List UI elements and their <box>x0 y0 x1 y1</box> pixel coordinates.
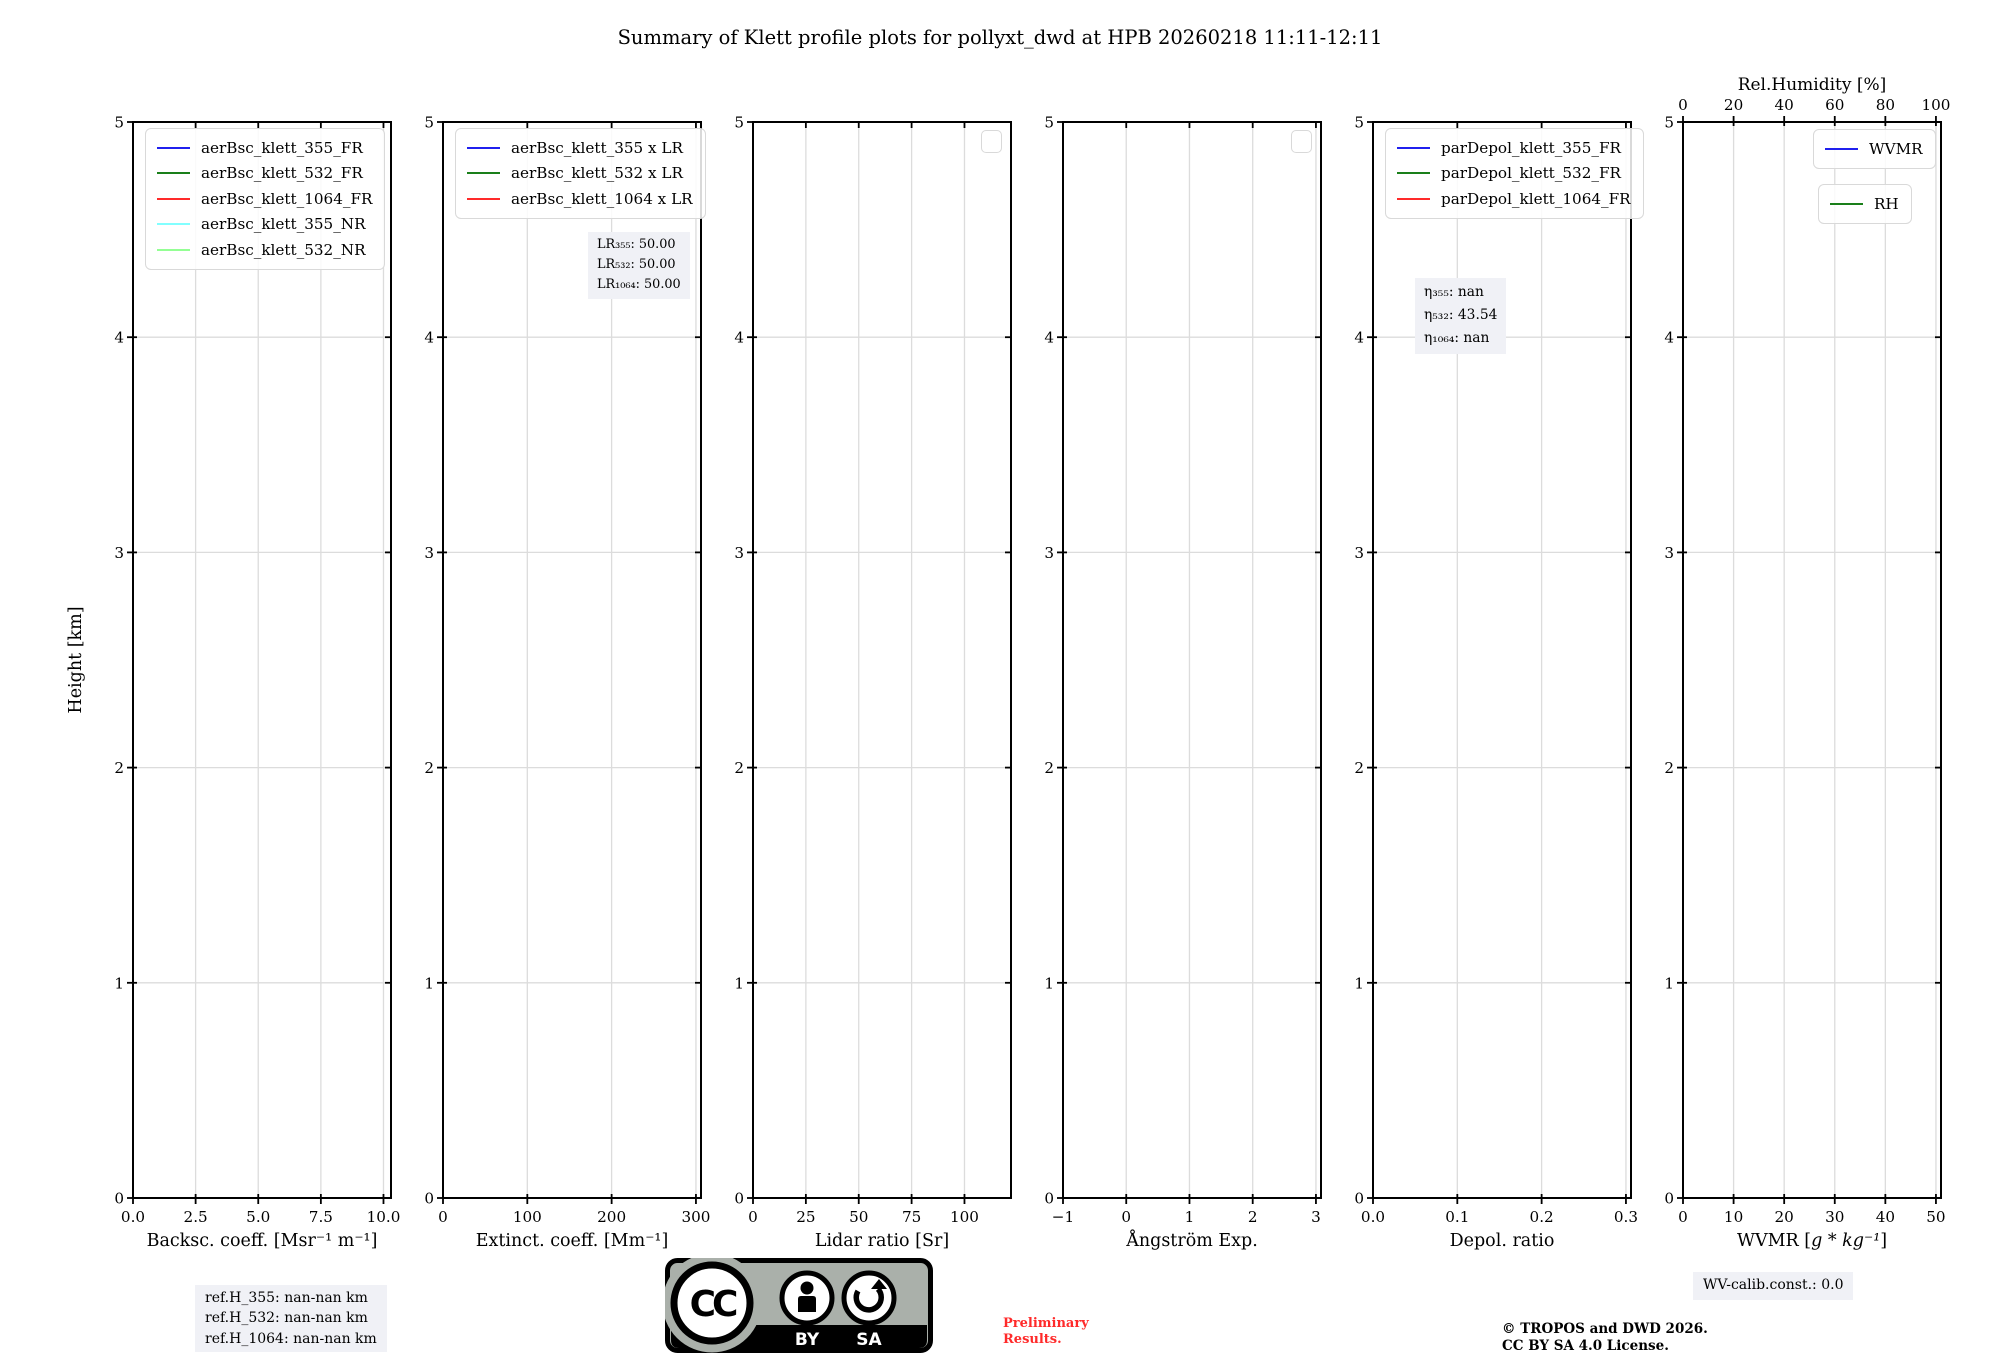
axes-frame <box>1063 122 1321 1198</box>
y-tick-label: 0 <box>734 1189 744 1208</box>
x-tick-label: 40 <box>1875 1208 1896 1226</box>
legend-line-sample <box>157 198 190 200</box>
text-line: ref.H_355: nan-nan km <box>205 1290 368 1306</box>
x-tick-label: 0.0 <box>1360 1208 1386 1226</box>
legend-line-sample <box>1830 203 1863 205</box>
legend-line-sample <box>467 147 500 149</box>
annotation-line: η₅₃₂: 43.54 <box>1424 307 1498 324</box>
annotation-line: LR₃₅₅: 50.00 <box>597 237 676 252</box>
legend-entry <box>1830 191 1899 217</box>
y-tick-label: 4 <box>1044 328 1054 347</box>
y-tick-label: 2 <box>424 759 434 778</box>
y-tick-label: 0 <box>424 1189 434 1208</box>
axes-frame <box>1683 122 1941 1198</box>
by-person-body-icon <box>798 1296 816 1312</box>
x-tick-label: 1 <box>1184 1208 1195 1226</box>
y-tick-label: 5 <box>424 113 434 132</box>
y-tick-label: 4 <box>734 328 744 347</box>
x-tick-label: 200 <box>597 1208 627 1226</box>
y-tick-label: 5 <box>1354 113 1364 132</box>
x-tick-label: 30 <box>1825 1208 1845 1226</box>
x-tick-label: 3 <box>1311 1208 1321 1226</box>
y-tick-label: 3 <box>1354 543 1364 562</box>
axes-frame <box>753 122 1011 1198</box>
text-line: Preliminary <box>1003 1316 1089 1331</box>
x-tick-label: 300 <box>681 1208 711 1226</box>
top-axis-tick-label: 0 <box>1678 96 1688 114</box>
y-tick-label: 3 <box>1664 543 1674 562</box>
top-axis-tick-label: 100 <box>1921 96 1951 114</box>
legend-entry-label: aerBsc_klett_1064_FR <box>201 189 373 208</box>
top-axis-label: Rel.Humidity [%] <box>1737 75 1887 95</box>
x-axis-label: Backsc. coeff. [Msr⁻¹ m⁻¹] <box>146 1231 378 1251</box>
legend-line-sample <box>467 198 500 200</box>
legend-line-sample <box>157 172 190 174</box>
legend-line-sample <box>1397 198 1430 200</box>
x-tick-label: −1 <box>1051 1208 1075 1226</box>
x-tick-label: 7.5 <box>308 1208 333 1226</box>
x-axis-label: Extinct. coeff. [Mm⁻¹] <box>475 1231 669 1251</box>
x-tick-label: 0 <box>748 1208 758 1226</box>
empty-legend-box <box>981 130 1002 153</box>
annotation-line: LR₁₀₆₄: 50.00 <box>597 277 681 293</box>
x-tick-label: 5.0 <box>246 1208 271 1226</box>
legend-entry-label: aerBsc_klett_355 x LR <box>511 138 683 157</box>
legend-wvmr <box>1813 129 1936 169</box>
legend-line-sample <box>1397 172 1430 174</box>
x-axis-label: Depol. ratio <box>1449 1231 1555 1251</box>
copyright-note <box>1502 1321 1708 1355</box>
text-line: CC BY SA 4.0 License. <box>1502 1337 1669 1354</box>
top-axis-tick-label: 80 <box>1875 96 1896 114</box>
by-label: BY <box>794 1330 820 1350</box>
x-tick-label: 0 <box>438 1208 448 1226</box>
wv-calib-annotation: WV-calib.const.: 0.0 <box>1693 1272 1853 1300</box>
legend-entry-label: aerBsc_klett_532_FR <box>201 164 363 183</box>
x-tick-label: 100 <box>949 1208 979 1226</box>
legend-entry-label: RH <box>1874 194 1899 213</box>
legend-entry <box>157 135 372 161</box>
y-tick-label: 2 <box>1354 759 1364 778</box>
legend-entry-label: aerBsc_klett_532_NR <box>201 240 366 259</box>
legend-line-sample <box>467 172 500 174</box>
top-axis-tick-label: 40 <box>1774 96 1794 114</box>
x-tick-label: 0.1 <box>1445 1208 1470 1226</box>
y-tick-label: 0 <box>1664 1189 1674 1208</box>
y-tick-label: 3 <box>114 543 124 562</box>
y-tick-label: 1 <box>1354 974 1364 993</box>
sa-label: SA <box>856 1330 882 1350</box>
x-tick-label: 50 <box>849 1208 869 1226</box>
y-tick-label: 3 <box>734 543 744 562</box>
text-line: © TROPOS and DWD 2026. <box>1502 1321 1708 1337</box>
y-tick-label: 1 <box>114 974 124 993</box>
x-tick-label: 25 <box>796 1208 816 1226</box>
legend-subplot-1 <box>145 128 385 270</box>
legend-entry <box>1825 136 1923 162</box>
y-tick-label: 4 <box>114 328 124 347</box>
x-tick-label: 2 <box>1247 1208 1258 1226</box>
legend-rh <box>1818 184 1912 224</box>
top-axis-tick-label: 60 <box>1825 96 1845 114</box>
eta-annotation <box>1415 278 1506 354</box>
legend-entry <box>467 161 693 187</box>
legend-entry <box>1397 186 1631 212</box>
text-line: ref.H_1064: nan-nan km <box>205 1330 377 1347</box>
x-axis-label: WVMR [g * kg⁻¹] <box>1736 1231 1888 1251</box>
x-tick-label: 2.5 <box>183 1208 208 1226</box>
y-tick-label: 1 <box>1044 974 1054 993</box>
x-tick-label: 0 <box>1678 1208 1688 1226</box>
y-tick-label: 0 <box>1044 1189 1054 1208</box>
legend-entry-label: aerBsc_klett_355_FR <box>201 138 363 157</box>
y-tick-label: 1 <box>734 974 744 993</box>
text-line: ref.H_532: nan-nan km <box>205 1310 368 1327</box>
y-tick-label: 0 <box>114 1189 124 1208</box>
axes-frame <box>133 122 391 1198</box>
empty-legend-box <box>1291 130 1312 153</box>
cc-by-sa-logo-image <box>665 1258 933 1353</box>
y-tick-label: 5 <box>1044 113 1054 132</box>
legend-line-sample <box>157 147 190 149</box>
x-tick-label: 50 <box>1926 1208 1946 1226</box>
top-axis-tick-label: 20 <box>1723 96 1744 114</box>
y-tick-label: 1 <box>424 974 434 993</box>
y-tick-label: 4 <box>424 328 434 347</box>
y-tick-label: 2 <box>734 759 744 778</box>
text-line: Results. <box>1003 1331 1062 1347</box>
annotation-line: η₁₀₆₄: nan <box>1424 330 1490 347</box>
y-tick-label: 0 <box>1354 1189 1364 1208</box>
x-tick-label: 0 <box>1121 1208 1132 1226</box>
x-tick-label: 0.3 <box>1613 1208 1639 1226</box>
sa-arrow-circle <box>844 1273 894 1323</box>
y-axis-label: Height [km] <box>66 606 86 714</box>
legend-entry <box>467 135 693 161</box>
legend-entry-label: parDepol_klett_532_FR <box>1441 164 1621 183</box>
annotation-line: η₃₅₅: nan <box>1424 284 1484 300</box>
x-tick-label: 0.2 <box>1529 1208 1554 1226</box>
legend-line-sample <box>157 223 190 225</box>
x-tick-label: 75 <box>901 1208 922 1226</box>
y-tick-label: 5 <box>1664 113 1674 132</box>
x-axis-label: Ångström Exp. <box>1126 1231 1258 1251</box>
x-tick-label: 100 <box>512 1208 542 1226</box>
legend-line-sample <box>1825 148 1858 150</box>
legend-entry-label: aerBsc_klett_355_NR <box>201 215 366 234</box>
legend-subplot-2 <box>455 128 706 219</box>
y-tick-label: 5 <box>114 113 124 132</box>
y-tick-label: 5 <box>734 113 744 132</box>
figure-title: Summary of Klett profile plots for pollyxt_dwd at HPB 20260218 11:11-12:11 <box>617 26 1383 49</box>
legend-entry <box>157 237 372 263</box>
x-tick-label: 10.0 <box>366 1208 401 1226</box>
y-tick-label: 2 <box>1044 759 1054 778</box>
legend-line-sample <box>157 249 190 251</box>
legend-entry-label: aerBsc_klett_532 x LR <box>511 164 683 183</box>
legend-line-sample <box>1397 147 1430 149</box>
legend-subplot-5 <box>1385 128 1644 219</box>
annotation-line: LR₅₃₂: 50.00 <box>597 257 676 273</box>
legend-entry-label: parDepol_klett_355_FR <box>1441 138 1621 157</box>
y-tick-label: 4 <box>1664 328 1674 347</box>
legend-entry <box>157 212 372 238</box>
cc-by-sa-logo <box>665 1258 933 1353</box>
y-tick-label: 2 <box>1664 759 1674 778</box>
preliminary-results-note <box>1003 1316 1089 1348</box>
legend-entry <box>467 186 693 212</box>
y-tick-label: 3 <box>424 543 434 562</box>
y-tick-label: 4 <box>1354 328 1364 347</box>
legend-entry <box>157 186 372 212</box>
legend-entry <box>157 161 372 187</box>
x-axis-label: Lidar ratio [Sr] <box>814 1231 950 1251</box>
legend-entry <box>1397 161 1631 187</box>
cc-text: CC <box>689 1284 735 1325</box>
by-person-head-icon <box>801 1282 814 1295</box>
x-tick-label: 0.0 <box>120 1208 146 1226</box>
ref-height-annotation <box>195 1285 387 1352</box>
y-tick-label: 3 <box>1044 543 1054 562</box>
x-tick-label: 20 <box>1774 1208 1794 1226</box>
y-tick-label: 2 <box>114 759 124 778</box>
legend-entry-label: WVMR <box>1869 139 1923 158</box>
legend-entry-label: parDepol_klett_1064_FR <box>1441 189 1631 208</box>
y-tick-label: 1 <box>1664 974 1674 993</box>
x-tick-label: 10 <box>1723 1208 1744 1226</box>
legend-entry-label: aerBsc_klett_1064 x LR <box>511 189 693 208</box>
legend-entry <box>1397 135 1631 161</box>
lidar-ratio-annotation <box>588 232 690 299</box>
